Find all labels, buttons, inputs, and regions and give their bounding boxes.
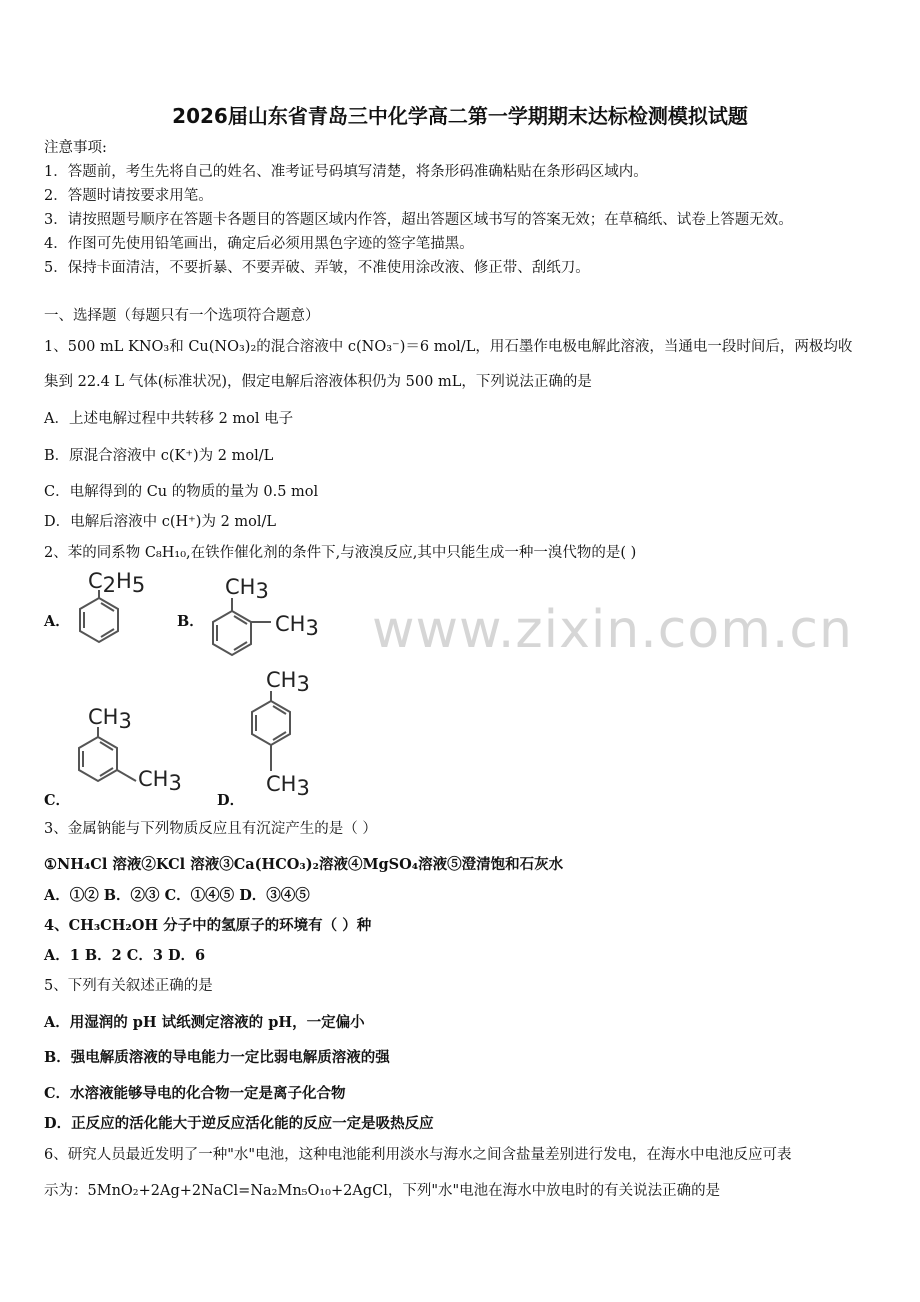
ethylbenzene-structure	[70, 568, 160, 668]
q1-option-c: C．电解得到的 Cu 的物质的量为 0.5 mol	[44, 484, 319, 500]
notice-item: 2．答题时请按要求用笔。	[44, 188, 213, 204]
q5-stem: 5、下列有关叙述正确的是	[44, 978, 213, 994]
section-heading: 一、选择题（每题只有一个选项符合题意）	[44, 308, 320, 324]
q4-stem: 4、CH₃CH₂OH 分子中的氢原子的环境有（ ）种	[44, 917, 372, 934]
q2-option-b-label: B．	[177, 613, 204, 630]
svg-text:CH3: CH3	[138, 767, 182, 795]
svg-text:CH3: CH3	[266, 772, 310, 800]
q4-options: A．1 B．2 C．3 D．6	[44, 947, 206, 964]
svg-text:CH3: CH3	[266, 668, 310, 696]
svg-text:C2H5: C2H5	[88, 569, 146, 597]
q3-items: ①NH₄Cl 溶液②KCl 溶液③Ca(HCO₃)₂溶液④MgSO₄溶液⑤澄清饱和石灰水	[44, 856, 564, 873]
q5-option-a: A．用湿润的 pH 试纸测定溶液的 pH，一定偏小	[44, 1014, 365, 1031]
q5-option-d: D．正反应的活化能大于逆反应活化能的反应一定是吸热反应	[44, 1115, 434, 1132]
q1-option-d: D．电解后溶液中 c(H⁺)为 2 mol/L	[44, 514, 277, 530]
notice-item: 5．保持卡面清洁，不要折暴、不要弄破、弄皱，不准使用涂改液、修正带、刮纸刀。	[44, 260, 590, 276]
m-xylene-structure	[70, 700, 190, 800]
q1-option-b: B．原混合溶液中 c(K⁺)为 2 mol/L	[44, 448, 274, 464]
q3-options: A．①② B．②③ C．①④⑤ D．③④⑤	[44, 887, 310, 904]
o-xylene-structure	[205, 568, 325, 668]
q1-option-a: A．上述电解过程中共转移 2 mol 电子	[44, 411, 294, 427]
q1-stem-cont: 集到 22.4 L 气体(标准状况)，假定电解后溶液体积仍为 500 mL，下列说法正确的是	[44, 374, 592, 390]
q3-stem: 3、金属钠能与下列物质反应且有沉淀产生的是（ ）	[44, 821, 377, 837]
watermark: www.zixin.com.cn	[372, 600, 853, 660]
q2-stem: 2、苯的同系物 C₈H₁₀,在铁作催化剂的条件下,与液溴反应,其中只能生成一种一溴代物的是( )	[44, 545, 637, 561]
p-xylene-structure	[240, 665, 330, 800]
q1-stem: 1、500 mL KNO₃和 Cu(NO₃)₂的混合溶液中 c(NO₃⁻)＝6 mol/L，用石墨作电极电解此溶液，当通电一段时间后，两极均收	[44, 339, 853, 355]
svg-text:CH3: CH3	[225, 575, 269, 603]
q2-option-d-label: D．	[217, 792, 245, 809]
notice-heading: 注意事项:	[44, 140, 107, 156]
q2-option-c-label: C．	[44, 792, 71, 809]
svg-text:CH3: CH3	[275, 612, 319, 640]
q6-stem: 6、研究人员最近发明了一种"水"电池，这种电池能利用淡水与海水之间含盐量差别进行发电，在海水中电池反应可表	[44, 1147, 792, 1163]
svg-text:CH3: CH3	[88, 705, 132, 733]
notice-item: 1．答题前，考生先将自己的姓名、准考证号码填写清楚，将条形码准确粘贴在条形码区域内。	[44, 164, 648, 180]
q2-option-a-label: A．	[44, 613, 70, 630]
page-title: 2026届山东省青岛三中化学高二第一学期期末达标检测模拟试题	[172, 104, 748, 128]
q5-option-b: B．强电解质溶液的导电能力一定比弱电解质溶液的强	[44, 1049, 390, 1066]
q6-stem-cont: 示为：5MnO₂+2Ag+2NaCl=Na₂Mn₅O₁₀+2AgCl，下列"水"电池在海水中放电时的有关说法正确的是	[44, 1183, 721, 1199]
notice-item: 4．作图可先使用铅笔画出，确定后必须用黑色字迹的签字笔描黑。	[44, 236, 474, 252]
notice-item: 3．请按照题号顺序在答题卡各题目的答题区域内作答，超出答题区域书写的答案无效；在草稿纸、试卷上答题无效。	[44, 212, 793, 228]
q5-option-c: C．水溶液能够导电的化合物一定是离子化合物	[44, 1085, 346, 1102]
